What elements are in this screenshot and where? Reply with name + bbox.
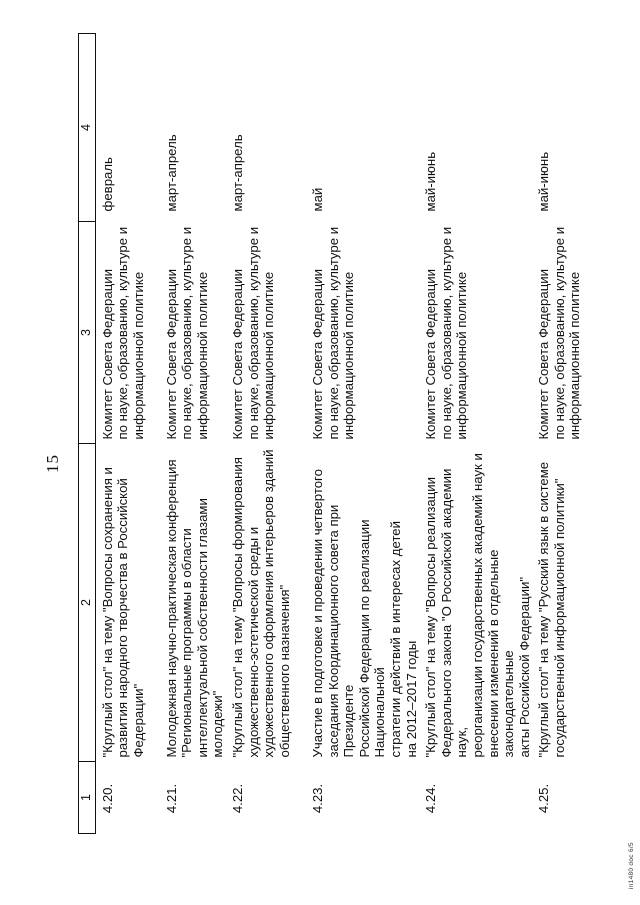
item-number: 4.21. xyxy=(163,783,179,814)
header-row xyxy=(79,34,96,834)
item-number: 4.20. xyxy=(99,783,115,814)
column-header: 3 xyxy=(79,222,96,444)
event-title: "Круглый стол" на тему "Вопросы реализации Федерального закона "О Российской академии наук, реорганизации государственных академий наук и внесении изменений в отдельные законодательные акты Российской Федерации" xyxy=(423,453,532,758)
column-header: 4 xyxy=(79,34,96,222)
event-period: март-апрель xyxy=(163,134,179,212)
responsible-body: Комитет Совета Федерации по науке, образованию, культуре и информационной политике xyxy=(536,226,583,440)
column-header: 1 xyxy=(79,762,96,834)
item-number: 4.25. xyxy=(536,783,552,814)
event-period: май-июнь xyxy=(536,151,552,212)
event-period: май xyxy=(309,187,325,212)
event-title: "Круглый стол" на тему "Вопросы формирования художественно-эстетической среды и художественного оформления интерьеров зданий общественного назначения" xyxy=(229,449,292,758)
events-table xyxy=(78,33,596,834)
item-number: 4.22. xyxy=(229,783,245,814)
event-title: Молодежная научно-практическая конференция "Региональные программы в области интеллектуальной собственности глазами молодежи" xyxy=(163,459,226,758)
responsible-body: Комитет Совета Федерации по науке, образованию, культуре и информационной политике xyxy=(229,226,277,440)
responsible-body: Комитет Совета Федерации по науке, образованию, культуре и информационной политике xyxy=(99,226,146,440)
event-title: "Круглый стол" на тему "Русский язык в системе государственной информационной политики" xyxy=(536,461,567,758)
event-period: март-апрель xyxy=(229,134,245,212)
item-number: 4.23. xyxy=(309,783,325,814)
event-period: май-июнь xyxy=(423,151,439,212)
event-title: "Круглый стол" на тему "Вопросы сохранения и развития народного творчества в Российской Федерации" xyxy=(99,467,146,758)
table-row xyxy=(419,34,532,834)
table-row xyxy=(160,34,226,834)
item-number: 4.24. xyxy=(423,783,439,814)
responsible-body: Комитет Совета Федерации по науке, образованию, культуре и информационной политике xyxy=(309,226,357,440)
table-row xyxy=(95,34,160,834)
table-row xyxy=(306,34,419,834)
table-row xyxy=(532,34,596,834)
column-header: 2 xyxy=(79,444,96,762)
responsible-body: Комитет Совета Федерации по науке, образованию, культуре и информационной политике xyxy=(163,226,210,440)
table-row xyxy=(226,34,306,834)
event-period: февраль xyxy=(99,157,115,212)
responsible-body: Комитет Совета Федерации по науке, образованию, культуре и информационной политике xyxy=(423,226,470,440)
event-title: Участие в подготовке и проведении четвертого заседания Координационного совета при Президенте Российской Федерации по реализации Национальной стратегии действий в интересах детей на 2012–2017 годы xyxy=(309,469,419,758)
document-code: in1480 doc 6/5 xyxy=(628,842,635,889)
page-number: 15 xyxy=(43,454,62,473)
